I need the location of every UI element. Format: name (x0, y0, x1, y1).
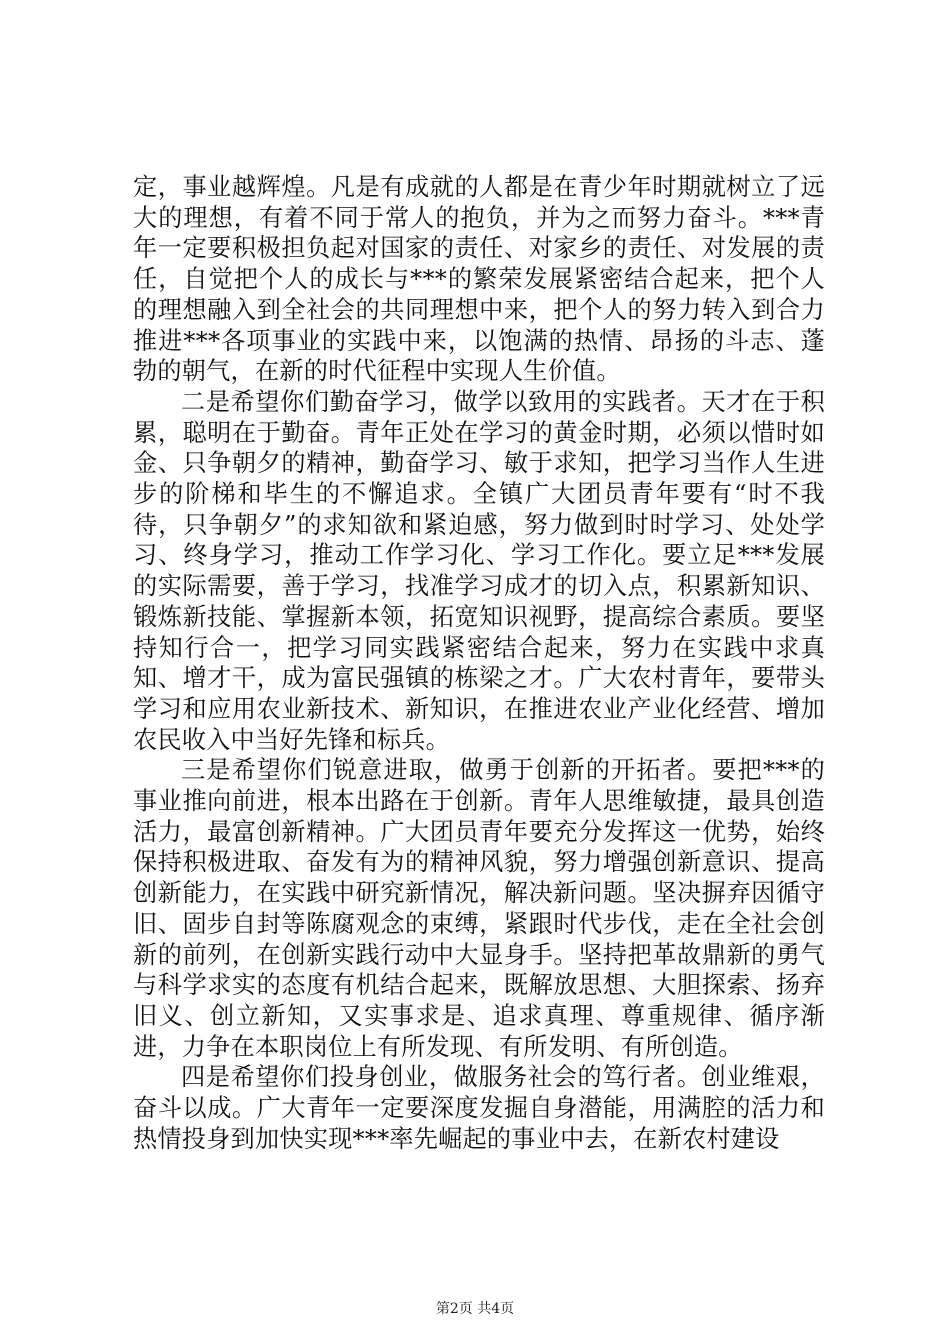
paragraph-3: 三是希望你们锐意进取，做勇于创新的开拓者。要把***的事业推向前进，根本出路在于创新。青年人思维敏捷，最具创造活力，最富创新精神。广大团员青年要充分发挥这一优势，始终保持积极进取、奋发有为的精神风貌，努力增强创新意识、提高创新能力，在实践中研究新情况，解决新问题。坚决摒弃因循守旧、固步自封等陈腐观念的束缚，紧跟时代步伐，走在全社会创新的前列，在创新实践行动中大显身手。坚持把革故鼎新的勇气与科学求实的态度有机结合起来，既解放思想、大胆探索、扬弃旧义、创立新知，又实事求是、追求真理、尊重规律、循序渐进，力争在本职岗位上有所发现、有所发明、有所创造。 (133, 756, 825, 1061)
paragraph-2: 二是希望你们勤奋学习，做学以致用的实践者。天才在于积累，聪明在于勤奋。青年正处在学习的黄金时期，必须以惜时如金、只争朝夕的精神，勤奋学习、敏于求知，把学习当作人生进步的阶梯和毕生的不懈追求。全镇广大团员青年要有“时不我待，只争朝夕”的求知欲和紧迫感，努力做到时时学习、处处学习、终身学习，推动工作学习化、学习工作化。要立足***发展的实际需要，善于学习，找准学习成才的切入点，积累新知识、锻炼新技能、掌握新本领，拓宽知识视野，提高综合素质。要坚持知行合一，把学习同实践紧密结合起来，努力在实践中求真知、增才干，成为富民强镇的栋梁之才。广大农村青年，要带头学习和应用农业新技术、新知识，在推进农业产业化经营、增加农民收入中当好先锋和标兵。 (133, 387, 825, 754)
paragraph-4: 四是希望你们投身创业，做服务社会的笃行者。创业维艰，奋斗以成。广大青年一定要深度发掘自身潜能，用满腔的活力和热情投身到加快实现***率先崛起的事业中去，在新农村建设 (133, 1063, 825, 1153)
document-body (133, 172, 825, 1155)
page-footer: 第2页 共4页 (435, 1301, 515, 1317)
paragraph-1: 定，事业越辉煌。凡是有成就的人都是在青少年时期就树立了远大的理想，有着不同于常人的抱负，并为之而努力奋斗。***青年一定要积极担负起对国家的责任、对家乡的责任、对发展的责任，自觉把个人的成长与***的繁荣发展紧密结合起来，把个人的理想融入到全社会的共同理想中来，把个人的努力转入到合力推进***各项事业的实践中来，以饱满的热情、昂扬的斗志、蓬勃的朝气，在新的时代征程中实现人生价值。 (133, 173, 825, 386)
